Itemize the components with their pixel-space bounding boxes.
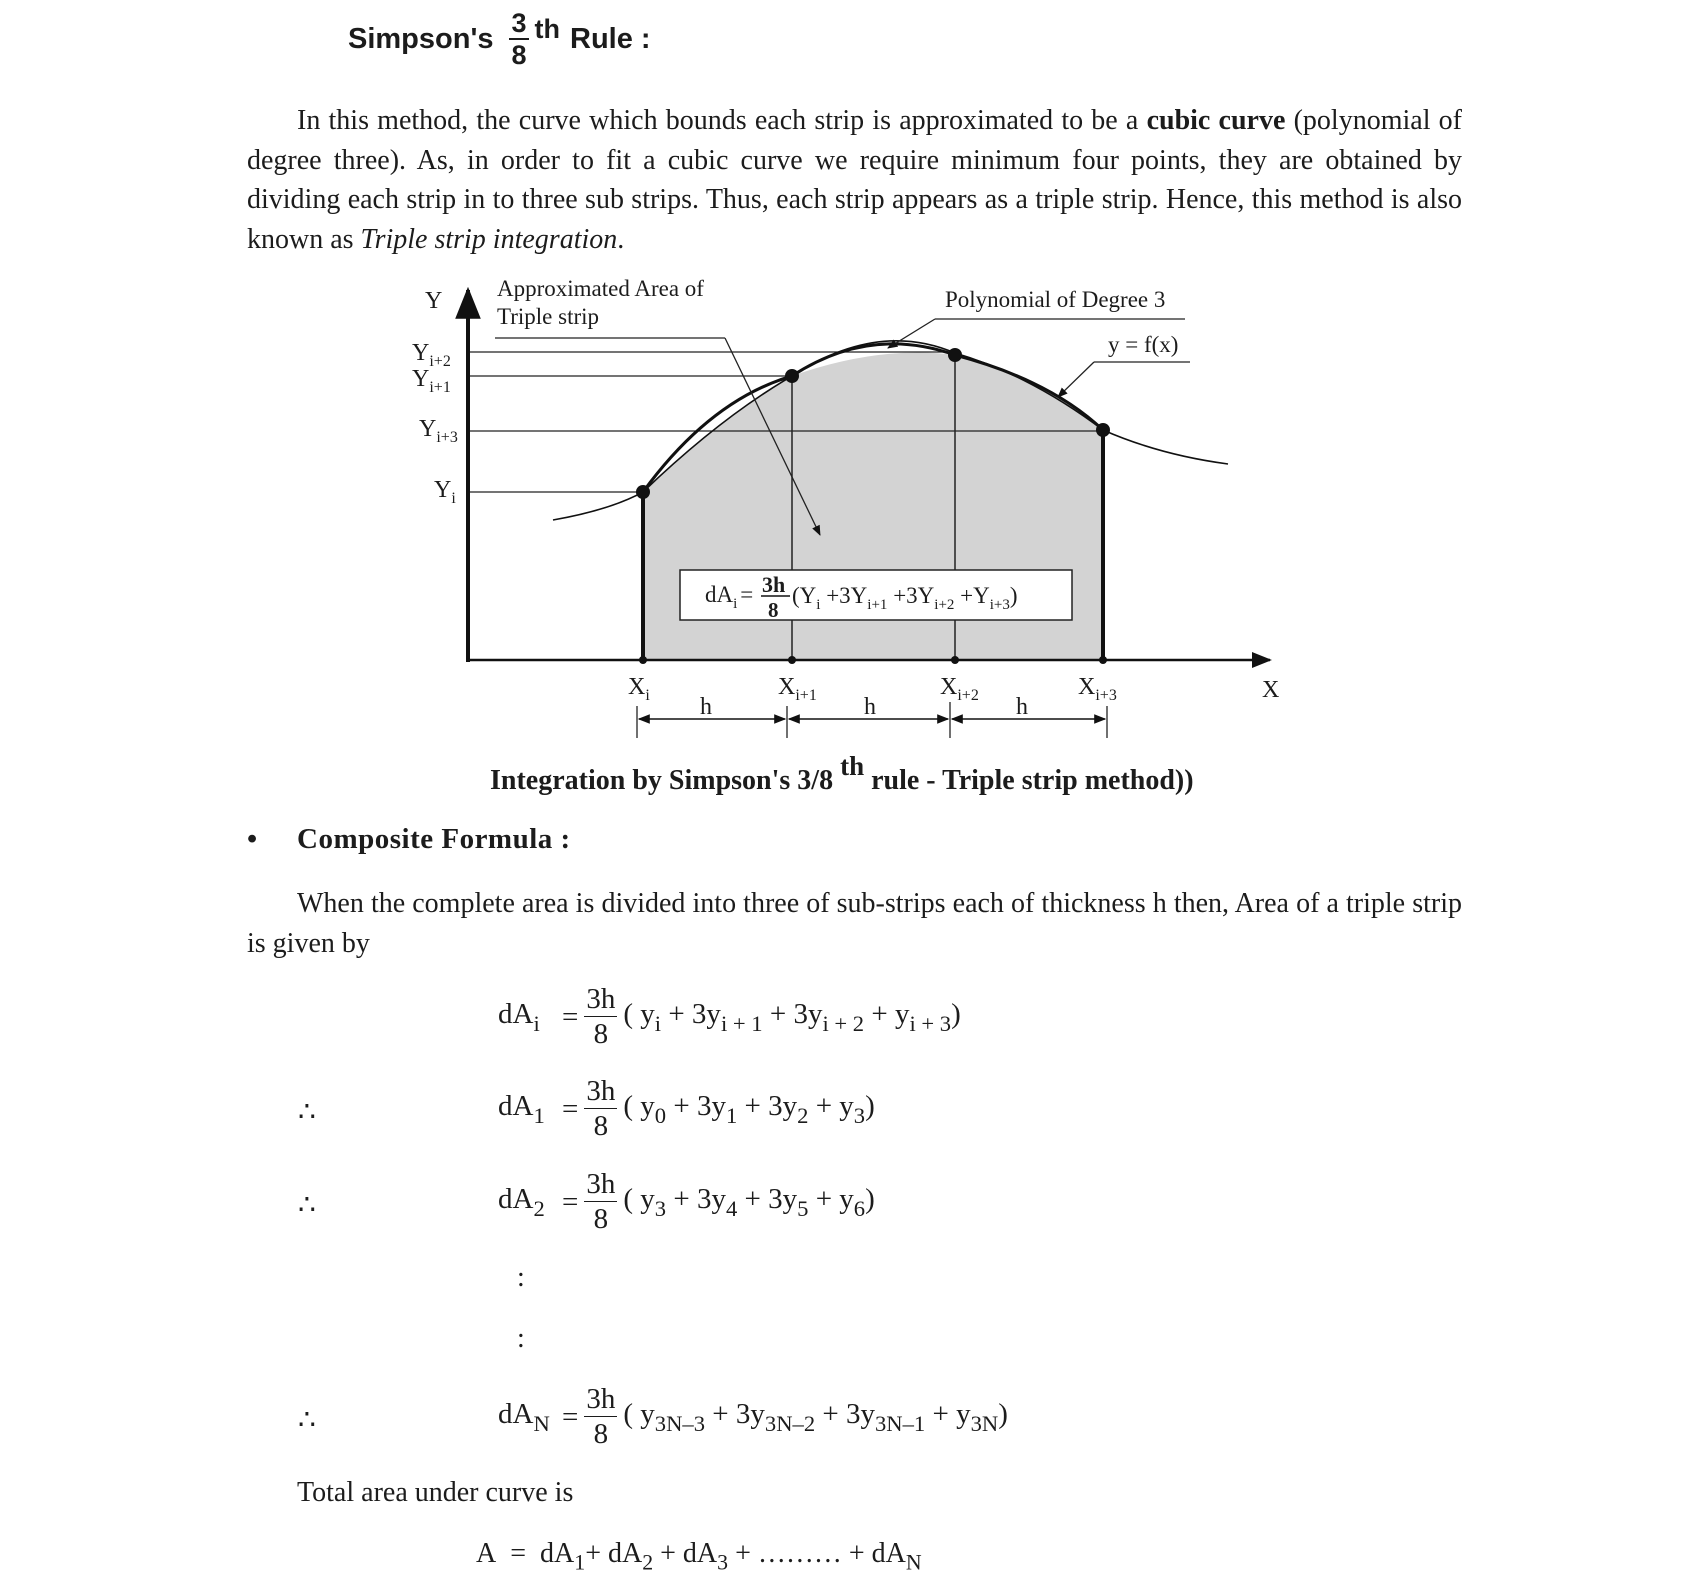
simpson-figure bbox=[0, 0, 1700, 760]
italic-term: Triple strip integration bbox=[360, 223, 618, 255]
intro-paragraph: In this method, the curve which bounds each strip is approximated to be a cubic curve (polynomial of degree three). As, in order to fit a cubic curve we require minimum four points, they are obtained by dividing each strip in to three sub strips. Thus, each strip appears as a triple strip. Hence, this method is also known as Triple strip integration. bbox=[247, 105, 1462, 255]
heading-superscript: th bbox=[534, 14, 560, 44]
figure-caption: Integration by Simpson's 3/8 th rule - Triple strip method)) bbox=[490, 751, 1194, 796]
bold-term: cubic curve bbox=[1146, 105, 1286, 136]
vertical-ellipsis: : bbox=[517, 1262, 525, 1293]
composite-paragraph: When the complete area is divided into three of sub-strips each of thickness h then, Area of a triple strip is given by bbox=[247, 888, 1462, 959]
svg-text:h: h bbox=[864, 694, 876, 720]
composite-heading: • Composite Formula : bbox=[247, 823, 571, 855]
equation-first: $dA_1$ = $\frac{3h}{8}$ ( $y_0 + 3y_1 + 3y_2 + y_3$) bbox=[498, 1075, 875, 1142]
heading-suffix: Rule : bbox=[570, 23, 651, 55]
svg-text:Xi+3: $X_{i+3}$ bbox=[1078, 674, 1117, 704]
svg-text:y = f(x): y = f(x) bbox=[1108, 332, 1179, 357]
svg-text:h: h bbox=[1016, 694, 1028, 720]
svg-text:Polynomial of Degree 3: Polynomial of Degree 3 bbox=[945, 287, 1166, 312]
svg-text:3h: 3h bbox=[762, 572, 786, 597]
svg-text:h: h bbox=[700, 694, 712, 720]
svg-text:Triple strip: Triple strip bbox=[497, 304, 600, 329]
vertical-ellipsis: : bbox=[517, 1323, 525, 1354]
total-equation: $A = dA_1+ dA_2 + dA_3$ + ……… + $dA_N$ bbox=[476, 1538, 922, 1575]
svg-text:Yi+1: $Y_{i+1}$ bbox=[412, 366, 451, 396]
equation-second: $dA_2$ = $\frac{3h}{8}$ ( $y_3 + 3y_4 + 3y_5 + y_6$) bbox=[498, 1168, 875, 1235]
equation-general: $dA_i$ = $\frac{3h}{8}$ ( $y_i + 3y_{i + 1} + 3y_{i + 2} + y_{i + 3}$) bbox=[498, 983, 961, 1050]
y-axis-label: Y bbox=[425, 288, 443, 314]
equation-last: $dA_N$ = $\frac{3h}{8}$ ( $y_{3N-3} + 3y_{3N-2} + 3y_{3N-1} + y_{3N}$) bbox=[498, 1383, 1008, 1450]
x-axis-label: X bbox=[1262, 677, 1280, 703]
svg-text:Xi: $X_i$ bbox=[628, 674, 650, 704]
svg-text:Yi: $Y_i$ bbox=[434, 477, 456, 507]
therefore-icon: ∴ bbox=[298, 1190, 316, 1221]
svg-text:dAi=: $dA_i$ = bbox=[705, 582, 754, 612]
svg-text:8: 8 bbox=[768, 598, 779, 622]
svg-text:Yi+3: $Y_{i+3}$ bbox=[419, 416, 458, 446]
heading-prefix: Simpson's bbox=[348, 23, 494, 55]
therefore-icon: ∴ bbox=[298, 1405, 316, 1436]
svg-text:Yi+2: $Y_{i+2}$ bbox=[412, 340, 451, 370]
bullet-icon: • bbox=[247, 823, 258, 855]
svg-text:(Yi +3Yi+1 +3Yi+2 +Yi+3): $(Y_i +3Y_{i+1} +3Y_{i+2} +Y_{i+3})$ bbox=[792, 583, 1018, 613]
therefore-icon: ∴ bbox=[298, 1097, 316, 1128]
heading-fraction: $\frac{3}{8}$ bbox=[511, 8, 527, 70]
svg-text:Approximated Area of: Approximated Area of bbox=[497, 276, 704, 301]
svg-text:Xi+1: $X_{i+1}$ bbox=[778, 674, 817, 704]
total-label: Total area under curve is bbox=[297, 1477, 574, 1508]
svg-text:Xi+2: $X_{i+2}$ bbox=[940, 674, 979, 704]
